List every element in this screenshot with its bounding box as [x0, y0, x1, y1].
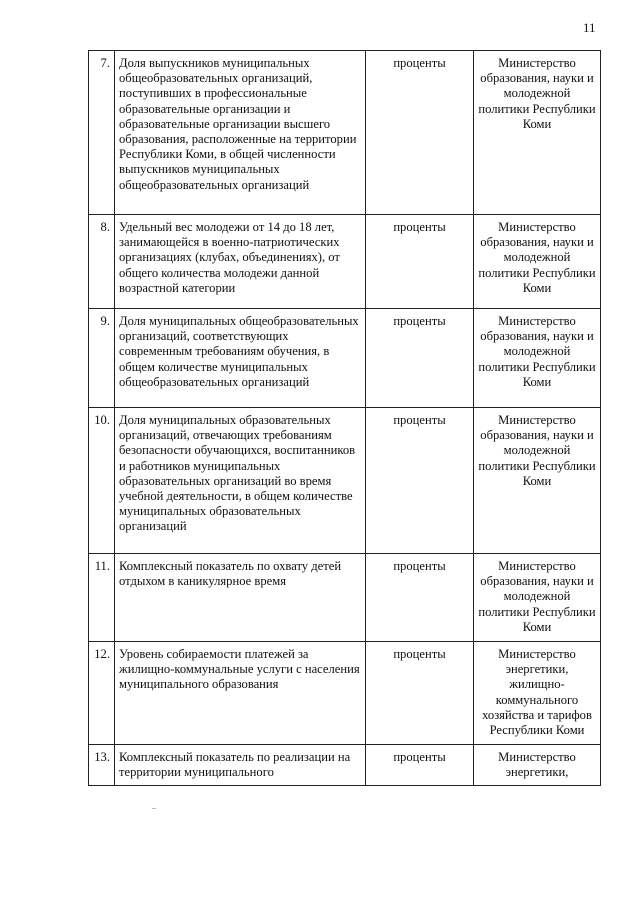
- indicator-unit: проценты: [366, 309, 474, 408]
- table-row: [89, 309, 601, 408]
- indicators-table: [88, 50, 601, 786]
- indicator-name: Комплексный показатель по реализации на территории муниципального: [115, 745, 366, 786]
- responsible-organization: Министерство образования, науки и молодежной политики Республики Коми: [474, 309, 601, 408]
- table-row: [89, 408, 601, 554]
- indicator-name: Уровень собираемости платежей за жилищно-коммунальные услуги с населения муниципального образования: [115, 642, 366, 745]
- table-row: [89, 51, 601, 215]
- indicator-unit: проценты: [366, 642, 474, 745]
- responsible-organization: Министерство энергетики, жилищно-коммунального хозяйства и тарифов Республики Коми: [474, 642, 601, 745]
- row-number: 11.: [89, 554, 115, 642]
- indicator-name: Доля муниципальных образовательных организаций, отвечающих требованиям безопасности обучающихся, воспитанников и работников муниципальных образовательных организаций во время учебной деятельности, в общем количестве муниципальных образовательных организаций: [115, 408, 366, 554]
- row-number: 8.: [89, 215, 115, 309]
- indicator-name: Комплексный показатель по охвату детей отдыхом в каникулярное время: [115, 554, 366, 642]
- responsible-organization: Министерство образования, науки и молодежной политики Республики Коми: [474, 215, 601, 309]
- table-row: [89, 554, 601, 642]
- indicator-unit: проценты: [366, 408, 474, 554]
- responsible-organization: Министерство энергетики,: [474, 745, 601, 786]
- indicator-name: Доля муниципальных общеобразовательных организаций, соответствующих современным требованиям обучения, в общем количестве муниципальных общеобразовательных организаций: [115, 309, 366, 408]
- responsible-organization: Министерство образования, науки и молодежной политики Республики Коми: [474, 554, 601, 642]
- table-row: [89, 642, 601, 745]
- row-number: 12.: [89, 642, 115, 745]
- indicator-unit: проценты: [366, 554, 474, 642]
- indicator-unit: проценты: [366, 215, 474, 309]
- table-row: [89, 745, 601, 786]
- indicator-unit: проценты: [366, 51, 474, 215]
- indicator-name: Доля выпускников муниципальных общеобразовательных организаций, поступивших в профессиональные образовательные организации и образовательные организации высшего образования, расположенные на территории Республики Коми, в общей численности выпускников муниципальных общеобразовательных организаций: [115, 51, 366, 215]
- indicator-unit: проценты: [366, 745, 474, 786]
- responsible-organization: Министерство образования, науки и молодежной политики Республики Коми: [474, 408, 601, 554]
- responsible-organization: Министерство образования, науки и молодежной политики Республики Коми: [474, 51, 601, 215]
- row-number: 9.: [89, 309, 115, 408]
- row-number: 13.: [89, 745, 115, 786]
- scan-artifact: [152, 808, 156, 809]
- row-number: 10.: [89, 408, 115, 554]
- page-number: 11: [583, 20, 596, 35]
- table-row: [89, 215, 601, 309]
- indicator-name: Удельный вес молодежи от 14 до 18 лет, занимающейся в военно-патриотических организациях (клубах, объединениях), от общего количества молодежи данной возрастной категории: [115, 215, 366, 309]
- row-number: 7.: [89, 51, 115, 215]
